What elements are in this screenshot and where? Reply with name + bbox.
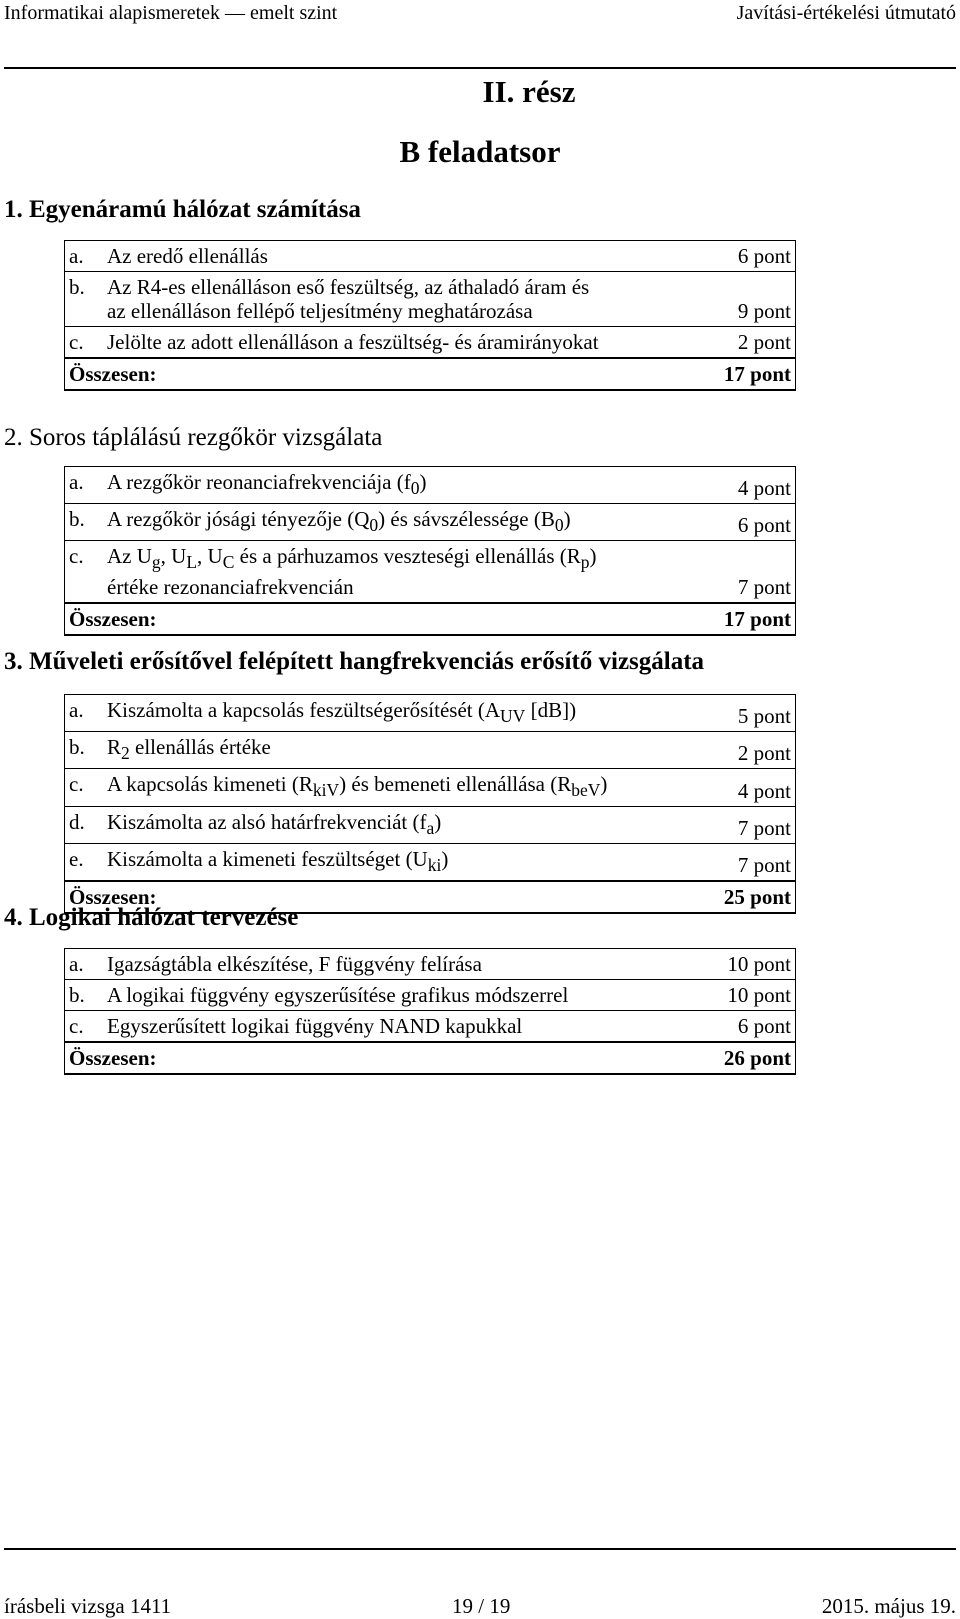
table-row xyxy=(65,541,796,603)
section-3-title: 3. Műveleti erősítővel felépített hangfrekvenciás erősítő vizsgálata xyxy=(4,648,705,675)
section-4-title: 4. Logikai hálózat tervezése xyxy=(4,904,299,931)
table-row xyxy=(65,504,796,541)
row-points: 7 pont xyxy=(691,806,796,843)
footer-right: 2015. május 19. xyxy=(821,1594,956,1618)
table-row xyxy=(65,732,796,769)
header-right: Javítási-értékelési útmutató xyxy=(736,2,956,24)
total-row xyxy=(65,603,796,635)
row-letter: d. xyxy=(69,809,85,834)
row-text: Egyszerűsített logikai függvény NAND kapukkal xyxy=(107,1014,523,1038)
row-letter: e. xyxy=(69,846,84,871)
row-points: 7 pont xyxy=(691,541,796,603)
table-row xyxy=(65,806,796,843)
row-points: 2 pont xyxy=(691,732,796,769)
total-points: 17 pont xyxy=(691,603,796,635)
total-label: Összesen: xyxy=(65,881,692,913)
table-row xyxy=(65,1011,796,1043)
row-text: A logikai függvény egyszerűsítése grafikus módszerrel xyxy=(107,983,569,1007)
total-row xyxy=(65,358,796,390)
section-2-table xyxy=(64,466,796,636)
row-letter: c. xyxy=(69,330,84,354)
row-text: Kiszámolta az alsó határfrekvenciát $(f_a)$ xyxy=(107,809,442,838)
row-text-line2: értéke rezonanciafrekvencián xyxy=(107,574,354,599)
row-text: A rezgőkör jósági tényezője $(Q_0)$ és sávszélessége $(B_0)$ xyxy=(107,507,571,536)
total-label: Összesen: xyxy=(65,358,692,390)
total-points: 26 pont xyxy=(691,1042,796,1074)
row-points: 4 pont xyxy=(691,769,796,806)
table-row xyxy=(65,980,796,1011)
row-text: Jelölte az adott ellenálláson a feszültség- és áramirányokat xyxy=(107,330,599,354)
part-subtitle: B feladatsor xyxy=(399,134,561,169)
row-text-line2: az ellenálláson fellépő teljesítmény meghatározása xyxy=(107,299,533,323)
page-header xyxy=(0,0,960,32)
part-title: II. rész xyxy=(482,74,576,109)
row-letter: b. xyxy=(69,507,85,532)
row-points: 4 pont xyxy=(691,467,796,504)
header-rule xyxy=(4,67,956,69)
footer-rule xyxy=(4,1548,956,1550)
table-row xyxy=(65,949,796,980)
row-letter: a. xyxy=(69,698,84,722)
row-points: 10 pont xyxy=(691,980,796,1011)
part-heading xyxy=(0,72,960,172)
section-3-table xyxy=(64,694,796,914)
row-text: Az $U_g$, $U_L$, $U_C$ és a párhuzamos veszteségi ellenállás $(R_p)$ xyxy=(107,544,597,573)
table-row xyxy=(65,272,796,327)
table-row xyxy=(65,467,796,504)
table-row xyxy=(65,695,796,732)
row-text: Kiszámolta a kapcsolás feszültségerősítését ($A_{UV}$ [dB]) xyxy=(107,698,577,727)
row-points: 5 pont xyxy=(691,695,796,732)
footer-left: írásbeli vizsga 1411 xyxy=(4,1594,172,1618)
section-4-table xyxy=(64,948,796,1075)
row-text: Az R4-es ellenálláson eső feszültség, az áthaladó áram és xyxy=(107,275,590,299)
row-points: 6 pont xyxy=(691,1011,796,1043)
total-label: Összesen: xyxy=(65,603,692,635)
table-row xyxy=(65,843,796,881)
row-text: Az eredő ellenállás xyxy=(107,244,268,268)
row-text: $R_2$ ellenállás értéke xyxy=(107,735,271,764)
row-points: 6 pont xyxy=(691,504,796,541)
row-text: A rezgőkör reonanciafrekvenciája $(f_0)$ xyxy=(107,470,427,499)
section-1-table xyxy=(64,240,796,391)
section-2-title: 2. Soros táplálású rezgőkör vizsgálata xyxy=(4,424,383,451)
total-label: Összesen: xyxy=(65,1042,692,1074)
row-text: A kapcsolás kimeneti $(R_{kiV})$ és bemeneti ellenállása $(R_{beV})$ xyxy=(107,772,608,801)
header-left: Informatikai alapismeretek — emelt szint xyxy=(4,2,338,24)
table-row xyxy=(65,769,796,806)
row-letter: b. xyxy=(69,275,85,299)
row-letter: a. xyxy=(69,952,84,976)
table-row xyxy=(65,241,796,272)
total-points: 25 pont xyxy=(691,881,796,913)
table-row xyxy=(65,327,796,359)
row-points: 7 pont xyxy=(691,843,796,881)
total-row xyxy=(65,1042,796,1074)
row-letter: c. xyxy=(69,772,84,797)
row-text: Igazságtábla elkészítése, F függvény felírása xyxy=(107,952,482,976)
footer-page-number: 19 / 19 xyxy=(452,1594,511,1618)
row-points: 6 pont xyxy=(691,241,796,272)
row-points: 2 pont xyxy=(691,327,796,359)
row-text: Kiszámolta a kimeneti feszültséget $(U_{ki})$ xyxy=(107,846,449,875)
total-points: 17 pont xyxy=(691,358,796,390)
row-letter: b. xyxy=(69,735,85,760)
row-letter: b. xyxy=(69,983,85,1007)
row-letter: c. xyxy=(69,544,84,569)
section-1-title: 1. Egyenáramú hálózat számítása xyxy=(4,196,361,223)
row-points: 9 pont xyxy=(691,272,796,327)
row-letter: c. xyxy=(69,1014,84,1038)
row-points: 10 pont xyxy=(691,949,796,980)
row-letter: a. xyxy=(69,470,84,494)
row-letter: a. xyxy=(69,244,84,268)
